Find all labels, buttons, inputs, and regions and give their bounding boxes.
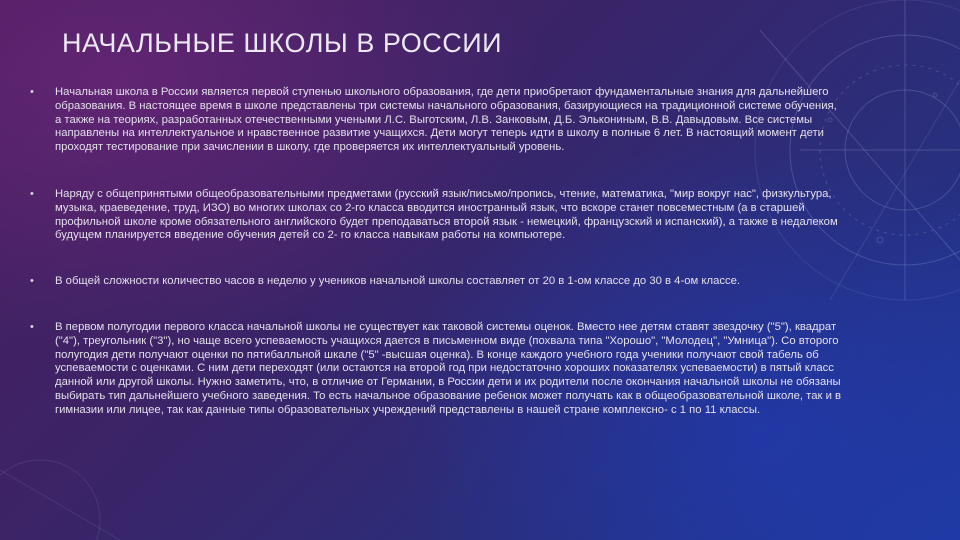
bullet-item: [30, 321, 842, 418]
bullet-text: В общей сложности количество часов в неделю у учеников начальной школы составляет от 20 в 1-ом классе до 30 в 4-ом классе.: [55, 275, 741, 288]
bullet-marker: •: [30, 86, 34, 98]
bullet-list: [30, 84, 842, 418]
bullet-marker: •: [30, 320, 34, 333]
bullet-text: В первом полугодии первого класса начальной школы не существует как таковой системы оценок. Вместо нее детям ставят звездочку ("5"), квадрат ("4"), треугольник ("3"), но чаще всего успеваемость учащихся дается в письменном виде (похвала типа "Хорошо", "Молодец", "Умница"). Со второго полугодия дети получают оценки по пятибалльной шкале ("5" -высшая оценка). В конце каждого учебного года ученики получают свой табель об успеваемости с оценками. С ним дети переходят (или остаются на второй год при недостаточно хороших показателях успеваемости) в пятый класс данной или другой школы. Нужно заметить, что, в отличие от Германии, в России дети и их родители после окончания начальной школы не обязаны выбирать тип дальнейшего учебного заведения. То есть начальное образование ребенок может получать как в общеобразовательной школе, так и в гимназии или лицее, так как данные типы образовательных учреждений представлены в нашей стране комплексно- с 1 по 11 классы.: [55, 320, 842, 416]
bullet-item: [30, 188, 842, 243]
bullet-marker: •: [30, 275, 34, 288]
bullet-item: [30, 86, 842, 155]
bullet-marker: •: [30, 187, 34, 200]
slide-title: НАЧАЛЬНЫЕ ШКОЛЫ В РОССИИ: [62, 28, 503, 58]
bullet-text: Начальная школа в России является первой ступенью школьного образования, где дети приобретают фундаментальные знания для дальнейшего образования. В настоящее время в школе представлены три системы начального образования, базирующиеся на традиционной системе обучения, а также на теориях, разработанных отечественными учеными Л.С. Выготским, Л.В. Занковым, Д.Б. Элькониным, В.В. Давыдовым. Все системы направлены на интеллектуальное и нравственное развитие учащихся. Дети могут теперь идти в школу в полные 6 лет. В настоящий момент дети проходят тестирование при зачислении в школу, где проверяется их интеллектуальный уровень.: [55, 86, 837, 154]
bullet-item: [30, 275, 842, 289]
bullet-text: Наряду с общепринятыми общеобразовательными предметами (русский язык/письмо/пропись, чтение, математика, "мир вокруг нас", физкультура, музыка, краеведение, труд, ИЗО) во многих школах со 2-го класса вводится иностранный язык, что вскоре станет повсеместным (а в старшей профильной школе кроме обязательного английского будет преподаваться второй язык - немецкий, французский и испанский), а также в недалеком будущем планируется введение обучения детей со 2- го класса навыкам работы на компьютере.: [55, 187, 838, 242]
